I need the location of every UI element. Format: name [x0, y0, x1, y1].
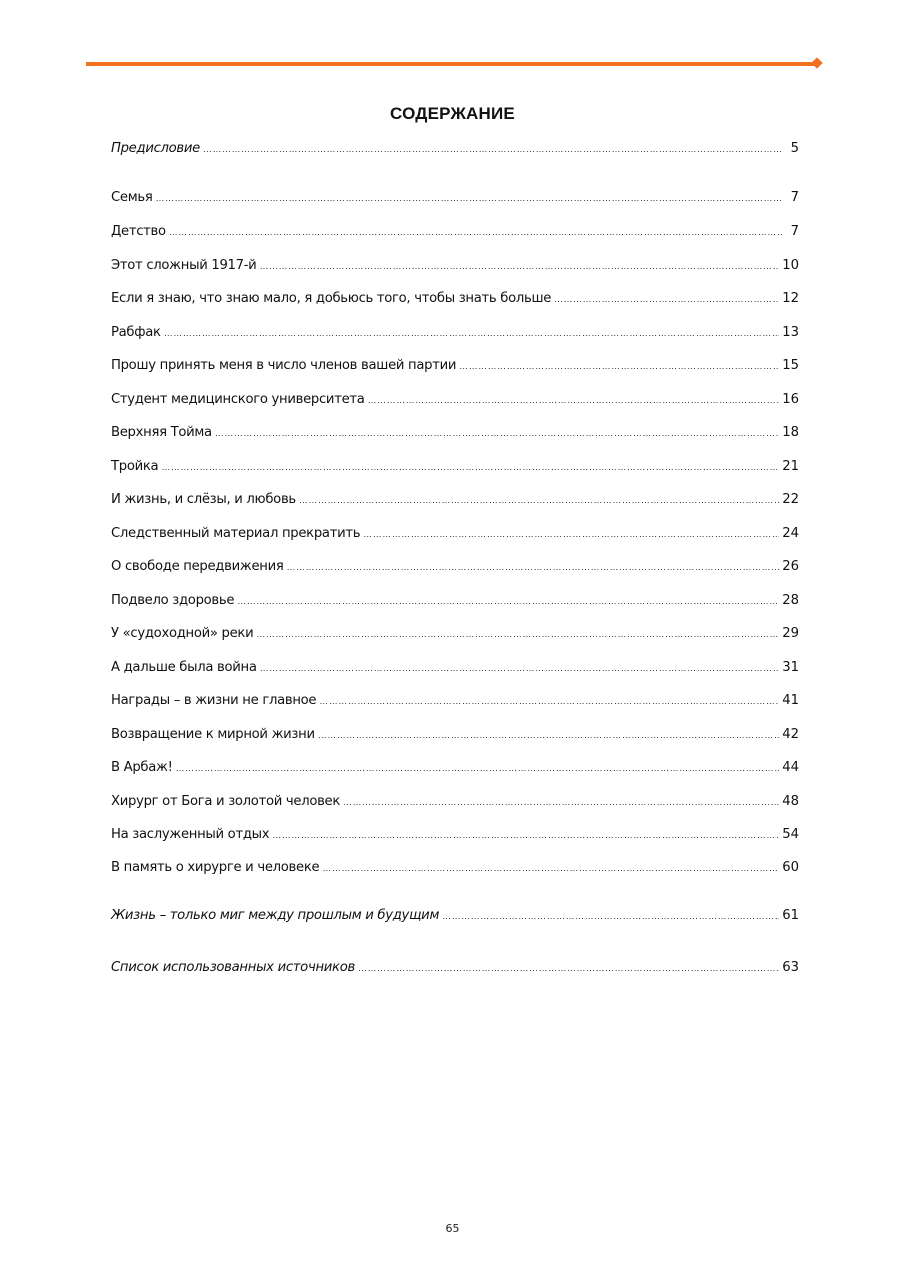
toc-dot-leader	[161, 457, 779, 477]
toc-entry-page: 63	[782, 960, 799, 975]
toc-entry-title: Тройка	[111, 459, 159, 474]
toc-entry-title: Возвращение к мирной жизни	[111, 727, 315, 742]
toc-dot-leader	[169, 222, 782, 242]
toc-entry-page: 31	[782, 660, 799, 675]
toc-dot-leader	[203, 139, 782, 159]
rule-diamond-tip	[811, 57, 822, 68]
toc-entry-title: Этот сложный 1917-й	[111, 258, 257, 273]
toc-entry[interactable]	[111, 725, 799, 745]
toc-dot-leader	[343, 792, 779, 812]
toc-entry-page: 22	[782, 492, 799, 507]
toc-entry-page: 12	[782, 291, 799, 306]
toc-entry[interactable]	[111, 139, 799, 159]
toc-entry-title: Семья	[111, 190, 153, 205]
toc-entry[interactable]	[111, 792, 799, 812]
toc-dot-leader	[176, 758, 780, 778]
toc-dot-leader	[287, 557, 780, 577]
toc-entry-title: Хирург от Бога и золотой человек	[111, 794, 341, 809]
toc-entry-title: И жизнь, и слёзы, и любовь	[111, 492, 296, 507]
toc-entry-title: Жизнь – только миг между прошлым и будущим	[111, 908, 440, 923]
toc-entry-page: 28	[782, 593, 799, 608]
toc-entry-title: У «судоходной» реки	[111, 626, 254, 641]
toc-entry[interactable]	[111, 691, 799, 711]
toc-dot-leader	[164, 323, 780, 343]
toc-entry-title: Подвело здоровье	[111, 593, 235, 608]
toc-entry-page: 61	[782, 908, 799, 923]
toc-entry-page: 41	[782, 693, 799, 708]
toc-entry-page: 54	[782, 827, 799, 842]
toc-entry[interactable]	[111, 323, 799, 343]
toc-dot-leader	[554, 289, 779, 309]
toc-entry-title: Следственный материал прекратить	[111, 526, 361, 541]
toc-entry-title: Если я знаю, что знаю мало, я добьюсь того, чтобы знать больше	[111, 291, 552, 306]
toc-entry-title: На заслуженный отдых	[111, 827, 270, 842]
toc-entry[interactable]	[111, 188, 799, 208]
toc-entry-page: 26	[782, 559, 799, 574]
toc-dot-leader	[318, 725, 779, 745]
toc-entry-page: 24	[782, 526, 799, 541]
toc-entry[interactable]	[111, 490, 799, 510]
toc-entry-page: 48	[782, 794, 799, 809]
toc-entry-title: Рабфак	[111, 325, 161, 340]
toc-entry[interactable]	[111, 356, 799, 376]
toc-entry-page: 44	[782, 760, 799, 775]
toc-entry[interactable]	[111, 222, 799, 242]
toc-entry[interactable]	[111, 958, 799, 978]
toc-entry[interactable]	[111, 557, 799, 577]
toc-dot-leader	[260, 658, 780, 678]
toc-entry-page: 7	[790, 224, 799, 239]
page-number: 65	[445, 1222, 460, 1235]
toc-entry-page: 42	[782, 727, 799, 742]
toc-entry-page: 16	[782, 392, 799, 407]
toc-entry[interactable]	[111, 825, 799, 845]
toc-entry-title: Список использованных источников	[111, 960, 355, 975]
page-title: СОДЕРЖАНИЕ	[390, 104, 515, 123]
toc-entry-title: Детство	[111, 224, 166, 239]
toc-entry[interactable]	[111, 858, 799, 878]
toc-dot-leader	[272, 825, 779, 845]
toc-entry-title: Прошу принять меня в число членов вашей партии	[111, 358, 457, 373]
toc-entry-title: Студент медицинского университета	[111, 392, 365, 407]
toc-dot-leader	[299, 490, 779, 510]
toc-entry[interactable]	[111, 624, 799, 644]
toc-entry-page: 5	[790, 141, 799, 156]
toc-entry[interactable]	[111, 906, 799, 926]
toc-entry-page: 18	[782, 425, 799, 440]
toc-dot-leader	[256, 624, 779, 644]
toc-entry[interactable]	[111, 423, 799, 443]
toc-entry-page: 60	[782, 860, 799, 875]
toc-dot-leader	[368, 390, 780, 410]
toc-dot-leader	[215, 423, 779, 443]
toc-dot-leader	[459, 356, 779, 376]
toc-entry-title: В память о хирурге и человеке	[111, 860, 320, 875]
toc-dot-leader	[358, 958, 779, 978]
toc-entry-title: Награды – в жизни не главное	[111, 693, 317, 708]
toc-entry-page: 15	[782, 358, 799, 373]
toc-entry[interactable]	[111, 256, 799, 276]
toc-entry[interactable]	[111, 289, 799, 309]
toc-entry-page: 21	[782, 459, 799, 474]
toc-dot-leader	[363, 524, 779, 544]
toc-entry[interactable]	[111, 390, 799, 410]
toc-entry[interactable]	[111, 457, 799, 477]
toc-entry-title: Верхняя Тойма	[111, 425, 212, 440]
toc-dot-leader	[237, 591, 779, 611]
toc-entry[interactable]	[111, 758, 799, 778]
toc-entry[interactable]	[111, 658, 799, 678]
toc-entry-title: О свободе передвижения	[111, 559, 284, 574]
toc-entry-title: Предисловие	[111, 141, 200, 156]
toc-entry-page: 10	[782, 258, 799, 273]
toc-dot-leader	[442, 906, 779, 926]
toc-entry-title: В Арбаж!	[111, 760, 173, 775]
toc-dot-leader	[319, 691, 779, 711]
toc-dot-leader	[259, 256, 779, 276]
toc-dot-leader	[322, 858, 779, 878]
toc-entry-title: А дальше была война	[111, 660, 257, 675]
toc-entry-page: 7	[790, 190, 799, 205]
toc-dot-leader	[155, 188, 782, 208]
toc-entry[interactable]	[111, 591, 799, 611]
toc-entry[interactable]	[111, 524, 799, 544]
toc-entry-page: 13	[782, 325, 799, 340]
toc-entry-page: 29	[782, 626, 799, 641]
header-orange-rule	[86, 62, 816, 66]
